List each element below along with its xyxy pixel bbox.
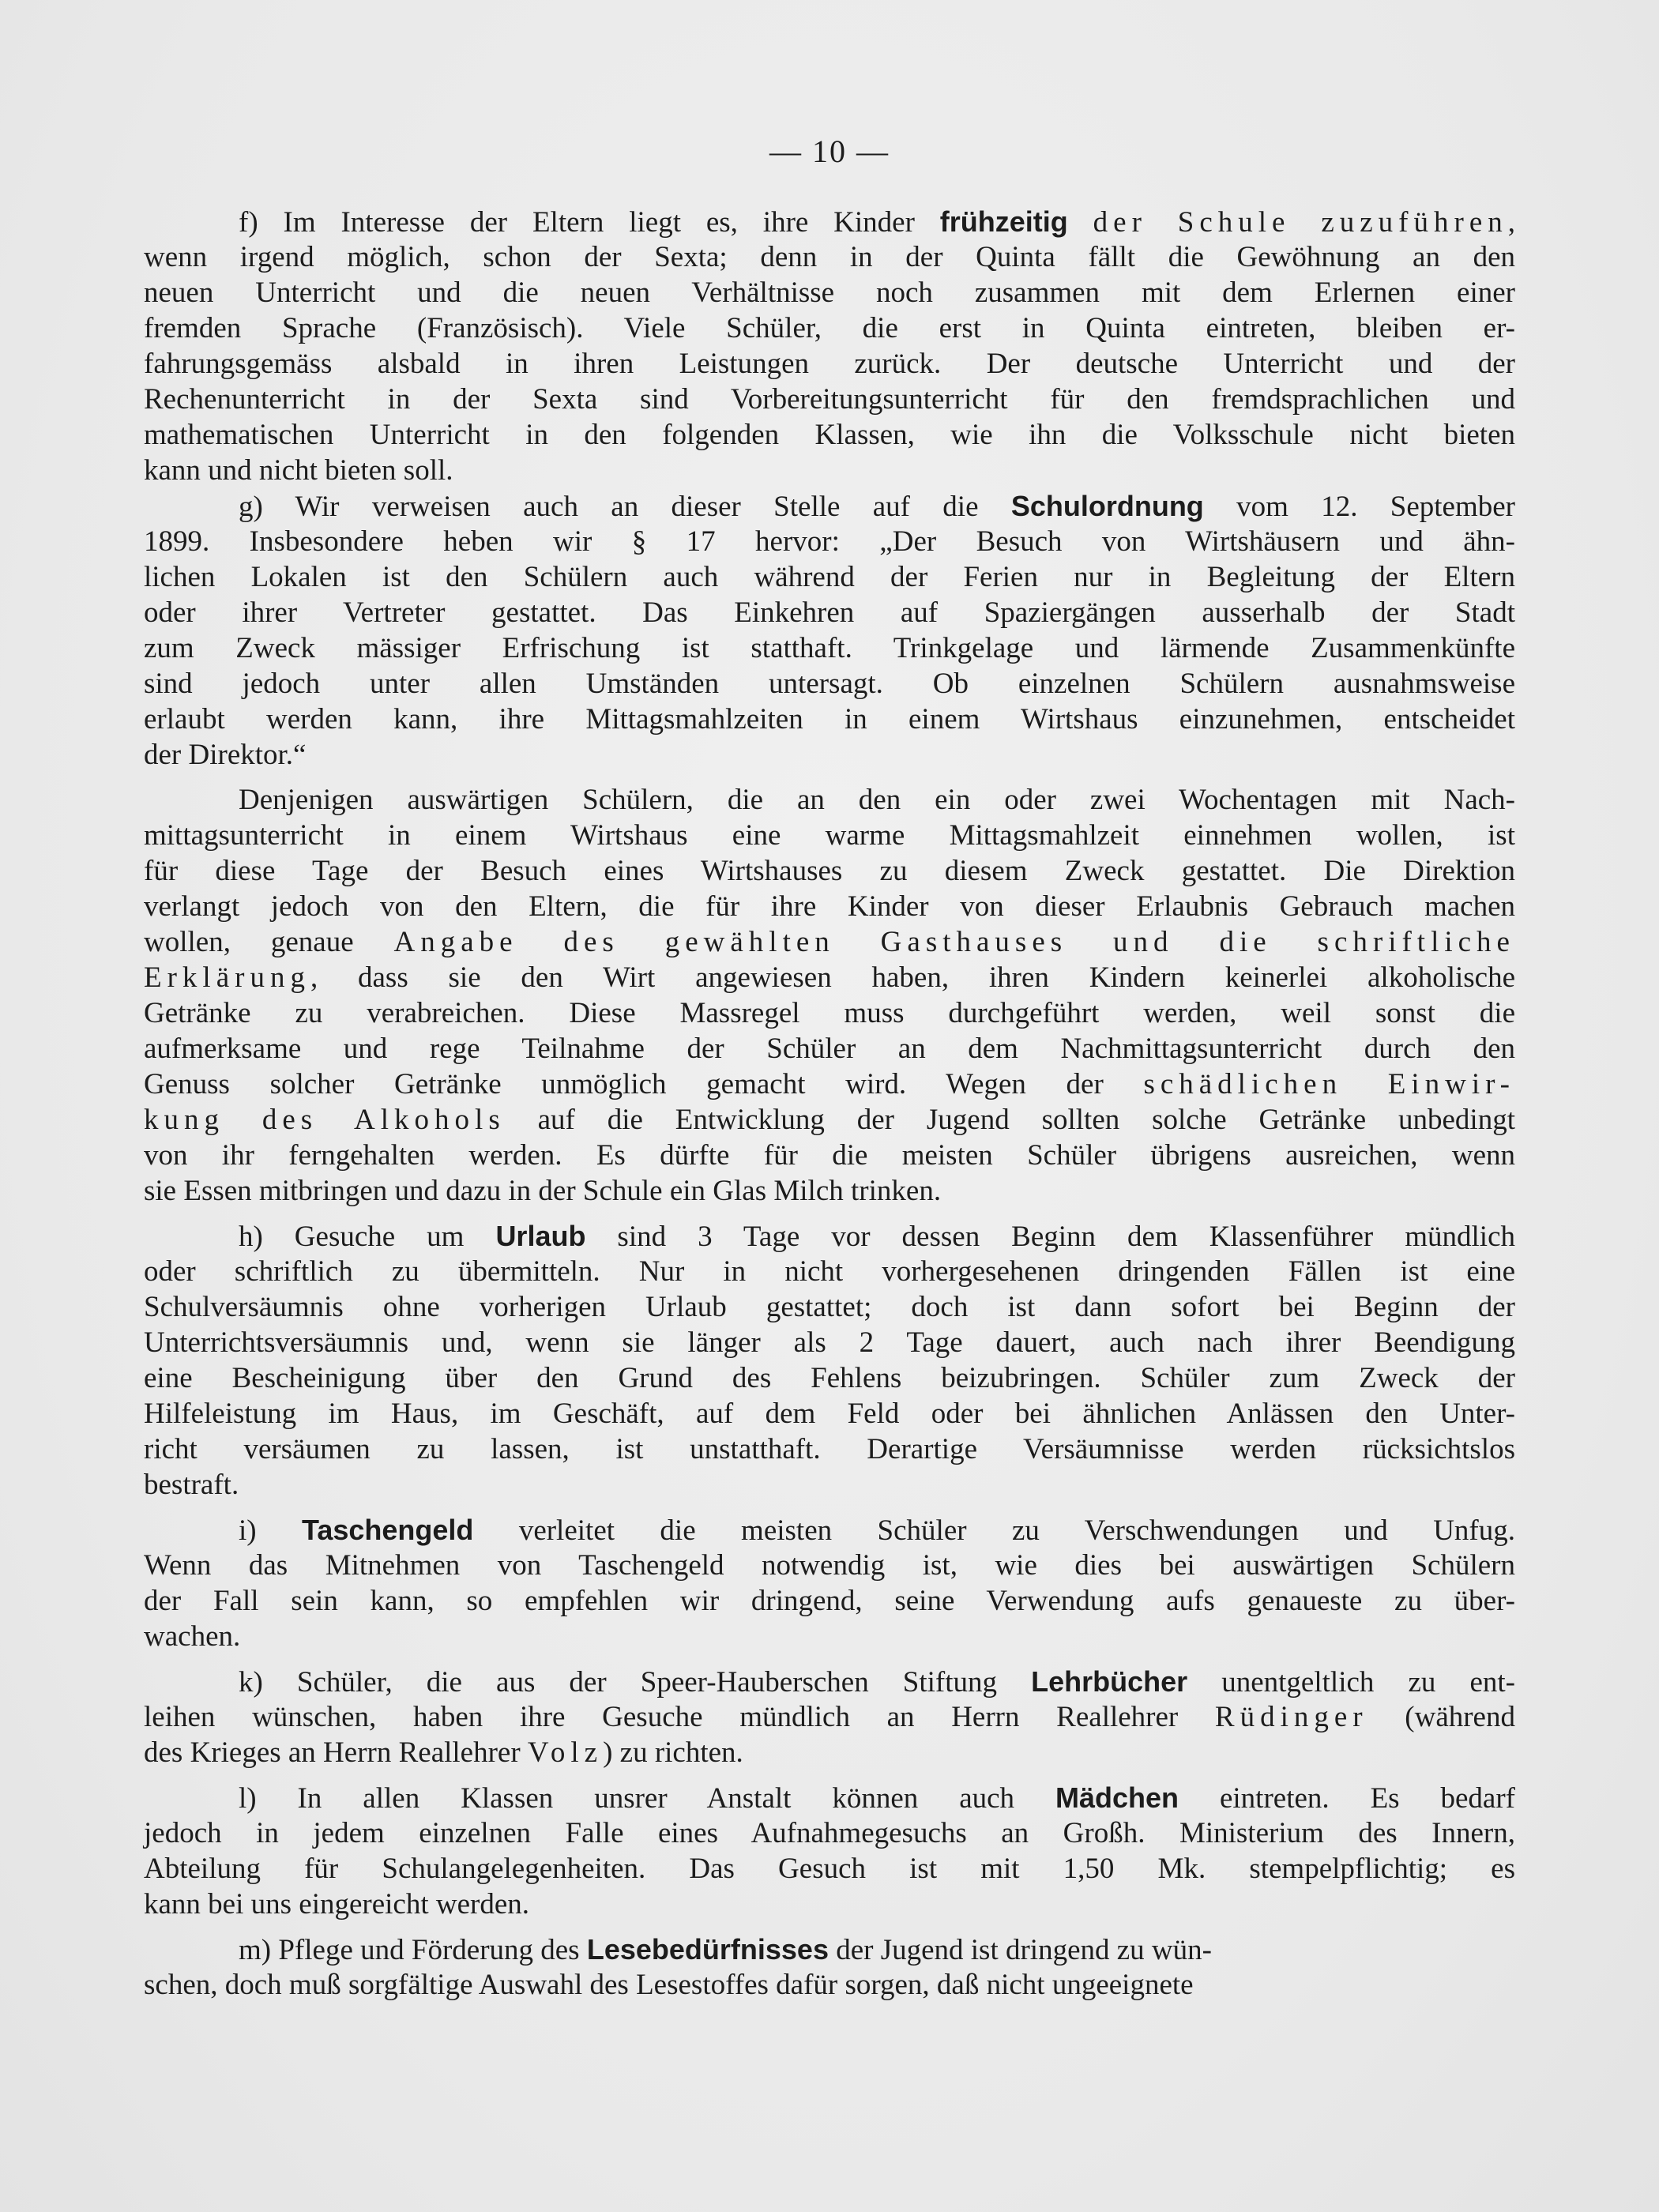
text-line — [144, 1548, 1515, 1583]
text-line — [144, 595, 1515, 630]
text-run: kann bei uns eingereicht werden. — [144, 1888, 530, 1920]
text-run: sie Essen mitbringen und dazu in der Schule ein Glas Milch trinken. — [144, 1175, 942, 1207]
text-run: m) Pflege und Förderung des — [239, 1934, 587, 1966]
text-run: fahrungsgemäss alsbald in ihren Leistungen zurück. Der deutsche Unterricht und der — [144, 348, 1515, 380]
emphasized-term: Lesebedürfnisses — [586, 1933, 829, 1966]
text-run: h) Gesuche um — [239, 1221, 496, 1253]
text-line — [144, 204, 1515, 239]
text-run: Rechenunterricht in der Sexta sind Vorbereitungsunterricht für den fremdsprachlichen und — [144, 383, 1515, 416]
text-run: der Direktor.“ — [144, 739, 307, 771]
text-run: sind jedoch unter allen Umständen untersagt. Ob einzelnen Schülern ausnahmsweise — [144, 668, 1515, 700]
text-run: f) Im Interesse der Eltern liegt es, ihre Kinder — [239, 206, 940, 239]
emphasized-term: Lehrbücher — [1031, 1665, 1188, 1698]
spaced-emphasis: schädlichen Einwir- — [1143, 1068, 1515, 1100]
text-run: Hilfeleistung im Haus, im Geschäft, auf dem Feld oder bei ähnlichen Anlässen den Unter- — [144, 1398, 1515, 1430]
emphasized-term: Schulordnung — [1010, 490, 1204, 522]
text-line — [144, 239, 1515, 275]
spaced-emphasis: Erklärung — [144, 961, 310, 994]
text-run: ) zu richten. — [603, 1736, 743, 1769]
text-run: i) — [239, 1514, 303, 1547]
paragraph-i — [144, 1512, 1515, 1654]
text-line — [144, 1396, 1515, 1431]
emphasized-term: Mädchen — [1055, 1781, 1179, 1814]
text-line — [144, 1325, 1515, 1360]
text-line — [144, 524, 1515, 559]
text-line — [144, 853, 1515, 889]
text-run: l) In allen Klassen unsrer Anstalt können auch — [239, 1782, 1055, 1815]
text-line — [144, 310, 1515, 346]
spaced-emphasis: Angabe des gewählten Gasthauses und die schriftliche — [393, 926, 1515, 958]
text-line — [144, 1851, 1515, 1887]
paragraph-gap — [144, 1503, 1515, 1512]
text-run: bestraft. — [144, 1469, 239, 1501]
text-run: , dass sie den Wirt angewiesen haben, ihren Kindern keinerlei alkoholische — [310, 961, 1515, 994]
text-line — [144, 1431, 1515, 1467]
emphasized-term: Taschengeld — [302, 1514, 474, 1546]
text-line — [144, 818, 1515, 853]
text-line — [144, 1887, 1515, 1922]
text-line — [144, 1967, 1515, 2003]
spaced-emphasis: kung des Alkohols — [144, 1104, 506, 1136]
spaced-emphasis: Rüdinger — [1214, 1701, 1368, 1733]
text-run: , — [1507, 206, 1515, 239]
text-run: neuen Unterricht und die neuen Verhältnisse noch zusammen mit dem Erlernen einer — [144, 276, 1515, 309]
text-run: aufmerksame und rege Teilnahme der Schüler an dem Nachmittagsunterricht durch den — [144, 1033, 1515, 1065]
body-text — [144, 204, 1515, 2003]
text-run: Denjenigen auswärtigen Schülern, die an den ein oder zwei Wochentagen mit Nach- — [239, 784, 1515, 816]
text-line — [144, 1173, 1515, 1209]
text-run: eine Bescheinigung über den Grund des Fehlens beizubringen. Schüler zum Zweck der — [144, 1362, 1515, 1394]
text-run: Getränke zu verabreichen. Diese Massregel muss durchgeführt werden, weil sonst die — [144, 997, 1515, 1029]
text-line — [144, 782, 1515, 818]
text-run: des Krieges an Herrn Reallehrer — [144, 1736, 528, 1769]
text-run: zum Zweck mässiger Erfrischung ist statthaft. Trinkgelage und lärmende Zusammenkünfte — [144, 632, 1515, 664]
paragraph-m — [144, 1932, 1515, 2003]
text-run: der Jugend ist dringend zu wün- — [828, 1934, 1212, 1966]
text-run: richt versäumen zu lassen, ist unstatthaft. Derartige Versäumnisse werden rücksichtslos — [144, 1433, 1515, 1465]
text-run: 1899. Insbesondere heben wir § 17 hervor: „Der Besuch von Wirtshäusern und ähn- — [144, 525, 1515, 558]
text-line — [144, 1360, 1515, 1396]
spaced-emphasis: Volz — [527, 1736, 604, 1769]
text-run: wenn irgend möglich, schon der Sexta; denn in der Quinta fällt die Gewöhnung an den — [144, 241, 1515, 273]
paragraph-gap — [144, 1209, 1515, 1218]
text-line — [144, 1102, 1515, 1138]
text-run: Abteilung für Schulangelegenheiten. Das Gesuch ist mit 1,50 Mk. stempelpflichtig; es — [144, 1853, 1515, 1885]
text-line — [144, 924, 1515, 960]
paragraph-h — [144, 1218, 1515, 1503]
text-run: leihen wünschen, haben ihre Gesuche mündlich an Herrn Reallehrer — [144, 1701, 1215, 1733]
text-line — [144, 1512, 1515, 1548]
text-run: eintreten. Es bedarf — [1179, 1782, 1515, 1815]
text-run: lichen Lokalen ist den Schülern auch während der Ferien nur in Begleitung der Eltern — [144, 561, 1515, 593]
paragraph-g — [144, 488, 1515, 773]
paragraph-l — [144, 1780, 1515, 1922]
text-run: Unterrichtsversäumnis und, wenn sie länger als 2 Tage dauert, auch nach ihrer Beendigung — [144, 1326, 1515, 1359]
text-line — [144, 960, 1515, 995]
page-number: — 10 — — [769, 134, 890, 169]
text-run: wachen. — [144, 1620, 241, 1653]
paragraph-f — [144, 204, 1515, 488]
text-line — [144, 737, 1515, 773]
text-run: Schulversäumnis ohne vorherigen Urlaub gestattet; doch ist dann sofort bei Beginn der — [144, 1291, 1515, 1323]
text-line — [144, 1138, 1515, 1173]
emphasized-term: frühzeitig — [939, 205, 1068, 238]
text-run — [1068, 206, 1093, 239]
text-line — [144, 995, 1515, 1031]
text-run: verleitet die meisten Schüler zu Verschwendungen und Unfug. — [473, 1514, 1515, 1547]
text-run: verlangt jedoch von den Eltern, die für ihre Kinder von dieser Erlaubnis Gebrauch machen — [144, 890, 1515, 923]
text-run: der Fall sein kann, so empfehlen wir dringend, seine Verwendung aufs genaueste zu über- — [144, 1585, 1515, 1617]
text-line — [144, 1254, 1515, 1289]
text-run: k) Schüler, die aus der Speer-Hauberschen Stiftung — [239, 1666, 1032, 1698]
text-run: kann und nicht bieten soll. — [144, 454, 453, 487]
text-line — [144, 1218, 1515, 1254]
text-line — [144, 630, 1515, 666]
text-line — [144, 666, 1515, 702]
text-run: erlaubt werden kann, ihre Mittagsmahlzeiten in einem Wirtshaus einzunehmen, entscheidet — [144, 703, 1515, 735]
text-line — [144, 889, 1515, 924]
text-line — [144, 1031, 1515, 1066]
spaced-emphasis: der Schule zuzuführen — [1093, 206, 1508, 239]
text-line — [144, 1289, 1515, 1325]
text-line — [144, 559, 1515, 595]
text-line — [144, 453, 1515, 488]
text-line — [144, 1815, 1515, 1851]
text-run: von ihr ferngehalten werden. Es dürfte für die meisten Schüler übrigens ausreichen, wenn — [144, 1139, 1515, 1172]
text-line — [144, 275, 1515, 310]
paragraph-gap — [144, 1654, 1515, 1664]
text-run: g) Wir verweisen auch an dieser Stelle auf die — [239, 491, 1011, 523]
text-run: wollen, genaue — [144, 926, 394, 958]
text-line — [144, 1780, 1515, 1815]
text-line — [144, 488, 1515, 524]
text-run: unentgeltlich zu ent- — [1187, 1666, 1515, 1698]
text-line — [144, 1066, 1515, 1102]
emphasized-term: Urlaub — [495, 1220, 586, 1252]
text-line — [144, 346, 1515, 382]
paragraph-g2 — [144, 782, 1515, 1209]
text-line — [144, 1619, 1515, 1654]
text-run: sind 3 Tage vor dessen Beginn dem Klassenführer mündlich — [585, 1221, 1515, 1253]
text-line — [144, 1467, 1515, 1503]
text-run: vom 12. September — [1203, 491, 1515, 523]
text-run: fremden Sprache (Französisch). Viele Schüler, die erst in Quinta eintreten, bleiben er- — [144, 312, 1515, 344]
text-line — [144, 702, 1515, 737]
text-run: oder ihrer Vertreter gestattet. Das Einkehren auf Spaziergängen ausserhalb der Stadt — [144, 596, 1515, 629]
text-run: jedoch in jedem einzelnen Falle eines Aufnahmegesuchs an Großh. Ministerium des Innern, — [144, 1817, 1515, 1849]
text-run: auf die Entwicklung der Jugend sollten solche Getränke unbedingt — [505, 1104, 1515, 1136]
text-run: mathematischen Unterricht in den folgenden Klassen, wie ihn die Volksschule nicht bieten — [144, 419, 1515, 451]
text-line — [144, 382, 1515, 417]
text-run: Genuss solcher Getränke unmöglich gemacht wird. Wegen der — [144, 1068, 1144, 1100]
paragraph-k — [144, 1664, 1515, 1770]
text-run: (während — [1367, 1701, 1515, 1733]
paragraph-gap — [144, 1922, 1515, 1932]
text-run: für diese Tage der Besuch eines Wirtshauses zu diesem Zweck gestattet. Die Direktion — [144, 855, 1515, 887]
text-run: oder schriftlich zu übermitteln. Nur in nicht vorhergesehenen dringenden Fällen ist eine — [144, 1255, 1515, 1288]
text-run: mittagsunterricht in einem Wirtshaus eine warme Mittagsmahlzeit einnehmen wollen, ist — [144, 819, 1515, 852]
text-run: Wenn das Mitnehmen von Taschengeld notwendig ist, wie dies bei auswärtigen Schülern — [144, 1549, 1515, 1582]
text-line — [144, 1735, 1515, 1770]
text-run: schen, doch muß sorgfältige Auswahl des Lesestoffes dafür sorgen, daß nicht ungeeignete — [144, 1969, 1194, 2001]
text-line — [144, 1932, 1515, 1967]
text-line — [144, 1583, 1515, 1619]
text-line — [144, 1664, 1515, 1699]
text-line — [144, 417, 1515, 453]
paragraph-gap — [144, 773, 1515, 782]
paragraph-gap — [144, 1770, 1515, 1780]
text-line — [144, 1699, 1515, 1735]
